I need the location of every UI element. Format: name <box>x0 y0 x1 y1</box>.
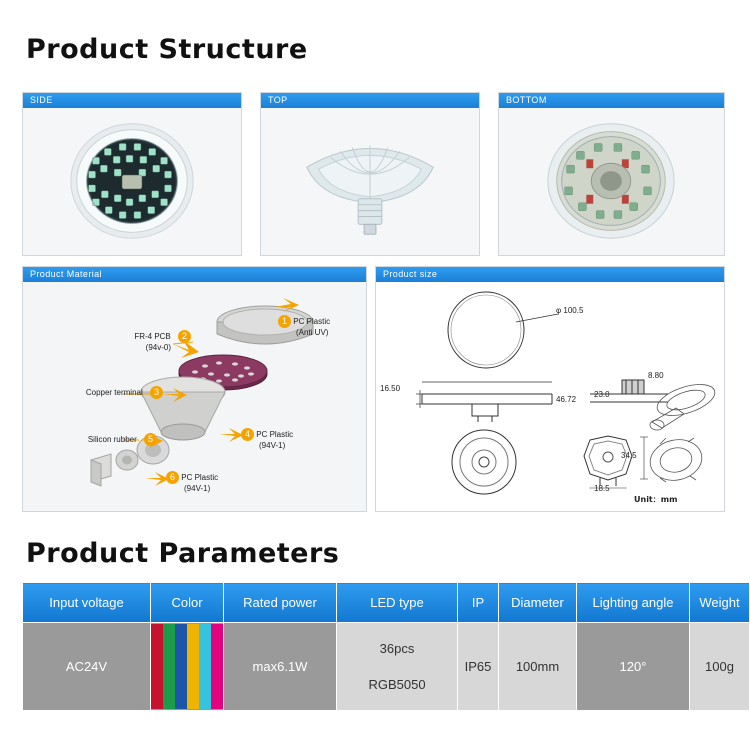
panel-top-label: TOP <box>261 93 479 108</box>
led-type-model: RGB5050 <box>368 676 426 692</box>
lamp-bottom-image <box>499 108 724 255</box>
callout-number-1: 1 <box>278 315 291 328</box>
panel-bottom-body <box>499 108 724 255</box>
cell-led-type <box>337 623 458 711</box>
cell-weight: 100g <box>690 623 750 711</box>
color-swatch-2 <box>163 624 175 709</box>
col-weight: Weight <box>690 583 750 623</box>
cell-rated-power: max6.1W <box>224 623 337 711</box>
callout-text-6-line1: PC Plastic <box>181 473 219 482</box>
panel-bottom <box>498 92 725 256</box>
material-callout-1 <box>278 315 330 338</box>
page-title-parameters: Product Parameters <box>26 538 340 569</box>
panel-side-label: SIDE <box>23 93 241 108</box>
callout-text-4-line1: PC Plastic <box>256 430 294 439</box>
panel-side-body <box>23 108 241 255</box>
size-label-bottom-width: 18.5 <box>594 484 610 493</box>
lamp-side-image <box>23 108 241 255</box>
callout-text-1-line2: (Anti UV) <box>296 328 329 337</box>
cell-lighting-angle: 120° <box>577 623 690 711</box>
table-row <box>23 623 750 711</box>
callout-text-3-line1: Copper terminal <box>85 388 143 397</box>
callout-number-3: 3 <box>150 386 163 399</box>
led-type-count: 36pcs <box>379 640 415 656</box>
col-ip: IP <box>458 583 499 623</box>
size-label-height-left: 16.50 <box>380 384 401 393</box>
col-led-type: LED type <box>337 583 458 623</box>
callout-number-6: 6 <box>166 471 179 484</box>
size-label-bottom-height: 34.5 <box>621 451 637 460</box>
color-swatch-3 <box>175 624 187 709</box>
page-title-structure: Product Structure <box>26 34 308 65</box>
color-swatch-4 <box>187 624 199 709</box>
callout-text-6-line2: (94V-1) <box>184 484 211 493</box>
panel-top-body <box>261 108 479 255</box>
panel-top <box>260 92 480 256</box>
callout-text-2-line2: (94v-0) <box>145 343 171 352</box>
material-callout-5 <box>29 433 157 446</box>
parameters-table <box>22 582 750 711</box>
color-swatch-1 <box>151 624 163 709</box>
material-callout-3 <box>33 386 163 399</box>
lamp-top-image <box>261 108 479 255</box>
panel-size-label: Product size <box>376 267 724 282</box>
col-color: Color <box>151 583 224 623</box>
dimension-drawing-image <box>376 282 724 511</box>
panel-product-material <box>22 266 367 512</box>
panel-side <box>22 92 242 256</box>
callout-text-1-line1: PC Plastic <box>293 317 331 326</box>
callout-text-4-line2: (94V-1) <box>259 441 286 450</box>
col-rated-power: Rated power <box>224 583 337 623</box>
size-label-small-width: 23.0 <box>594 390 610 399</box>
callout-text-5-line1: Silicon rubber <box>87 435 137 444</box>
material-callout-4 <box>241 428 293 451</box>
color-swatch-6 <box>211 624 223 709</box>
panel-bottom-label: BOTTOM <box>499 93 724 108</box>
col-diameter: Diameter <box>499 583 577 623</box>
callout-number-2: 2 <box>178 330 191 343</box>
panel-product-size <box>375 266 725 512</box>
panel-material-label: Product Material <box>23 267 366 282</box>
callout-text-2-line1: FR-4 PCB <box>134 332 171 341</box>
size-label-diameter: φ 100.5 <box>556 306 584 315</box>
col-input-voltage: Input voltage <box>23 583 151 623</box>
color-swatch-strip <box>151 624 223 709</box>
cell-input-voltage: AC24V <box>23 623 151 711</box>
callout-number-5: 5 <box>144 433 157 446</box>
color-swatch-5 <box>199 624 211 709</box>
callout-number-4: 4 <box>241 428 254 441</box>
size-label-unit: Unit：mm <box>634 495 678 504</box>
cell-color <box>151 623 224 711</box>
panel-size-body <box>376 282 724 511</box>
cell-diameter: 100mm <box>499 623 577 711</box>
material-callout-2 <box>71 330 191 353</box>
panel-material-body <box>23 282 366 511</box>
size-label-small-height: 8.80 <box>648 371 664 380</box>
col-lighting-angle: Lighting angle <box>577 583 690 623</box>
material-callout-6 <box>166 471 218 494</box>
cell-ip: IP65 <box>458 623 499 711</box>
size-label-length: 46.72 <box>556 395 577 404</box>
table-header-row <box>23 583 750 623</box>
